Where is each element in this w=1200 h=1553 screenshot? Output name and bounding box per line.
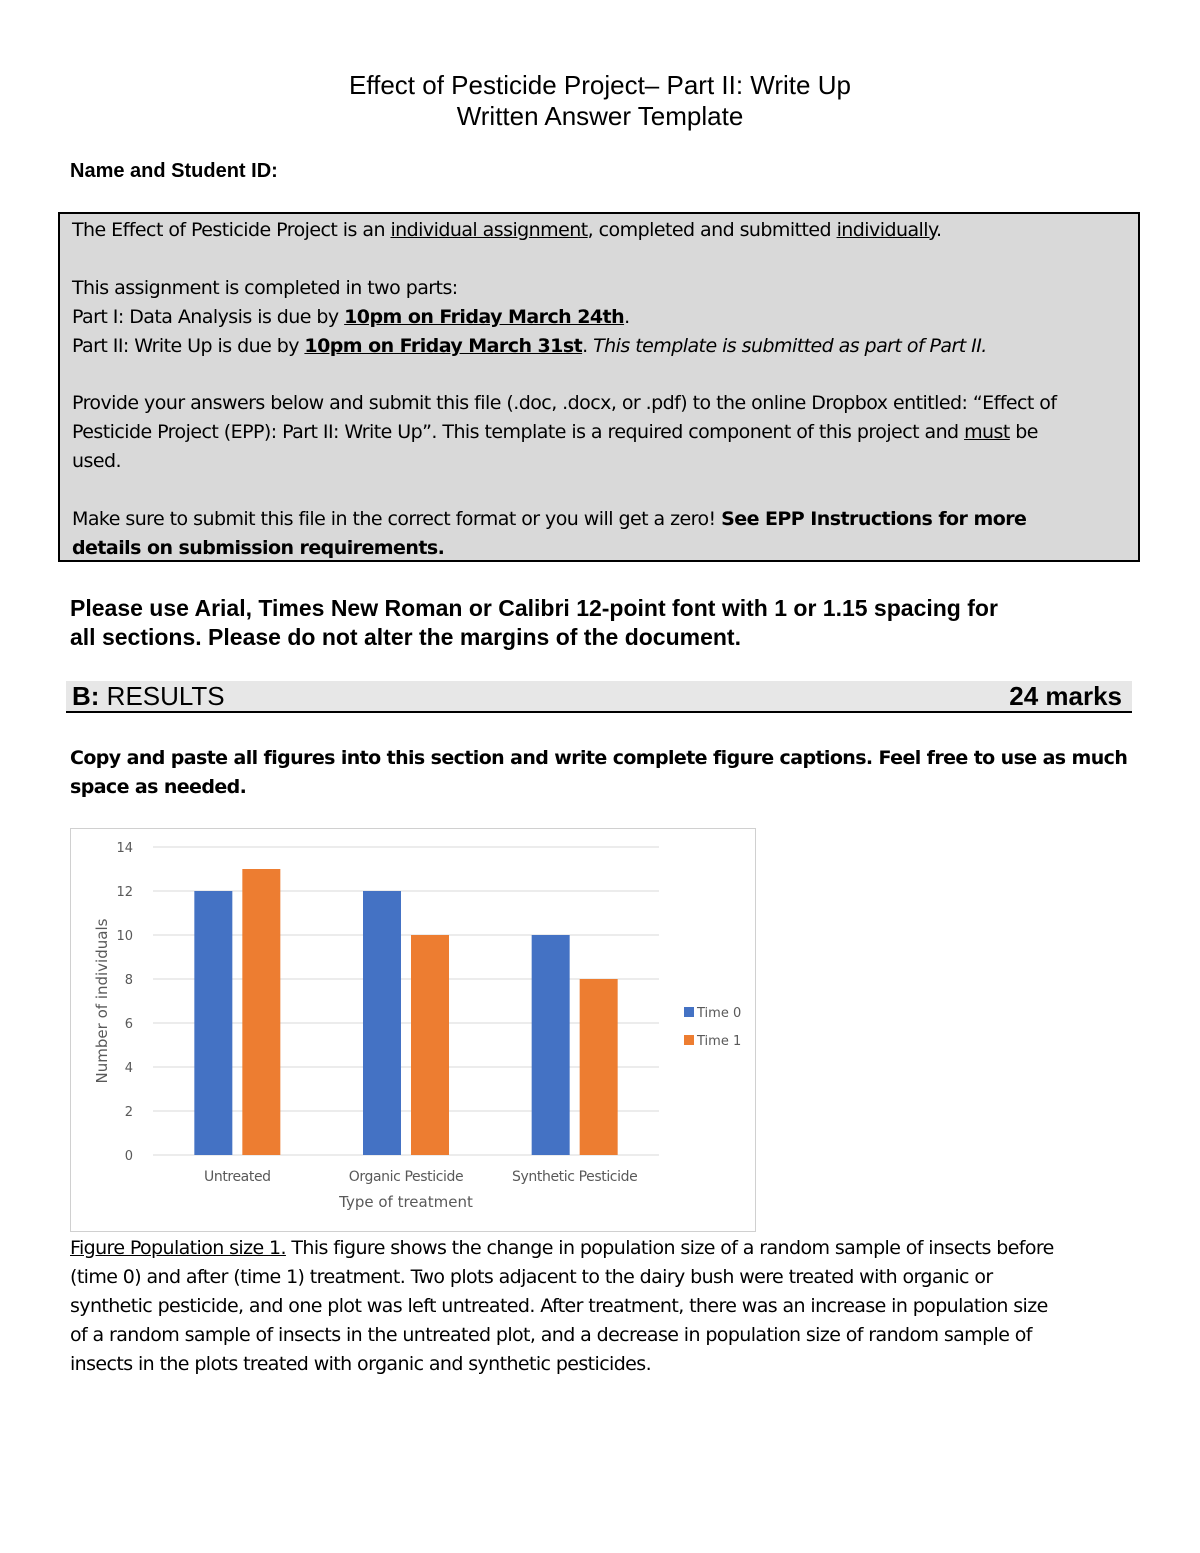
y-tick-label: 4 [124, 1061, 133, 1076]
bar-time-1-synthetic-pesticide [580, 979, 618, 1155]
part1-deadline: 10pm on Friday March 24th [344, 306, 625, 328]
notice-line-3: Part I: Data Analysis is due by 10pm on Friday March 24th. [72, 306, 630, 328]
x-tick-label: Organic Pesticide [348, 1169, 464, 1185]
document-title: Effect of Pesticide Project– Part II: Write Up [349, 70, 851, 100]
y-tick-label: 6 [124, 1017, 133, 1032]
document-subtitle: Written Answer Template [456, 101, 744, 131]
y-tick-label: 8 [124, 973, 133, 988]
notice-line-8: Make sure to submit this file in the correct format or you will get a zero! See EPP Instructions for more [72, 508, 1027, 530]
bar-time-1-organic-pesticide [411, 935, 449, 1155]
section-title: B: RESULTS [72, 681, 225, 711]
formatting-instructions: Please use Arial, Times New Roman or Calibri 12-point font with 1 or 1.15 spacing for all sections. Please do not alter the margins of the document. [70, 595, 998, 650]
notice-line-7: used. [72, 450, 121, 472]
y-axis-title: Number of individuals [93, 918, 111, 1084]
chart-frame [70, 828, 756, 1232]
legend-label: Time 0 [697, 1006, 742, 1021]
y-tick-label: 10 [116, 929, 133, 944]
legend-label: Time 1 [697, 1034, 742, 1049]
figure-label: Figure Population size 1. [70, 1237, 286, 1259]
notice-line-9: details on submission requirements. [72, 537, 445, 559]
section-marks: 24 marks [1009, 681, 1122, 711]
y-tick-label: 14 [116, 841, 133, 856]
section-instructions: Copy and paste all figures into this section and write complete figure captions. Feel free to use as much space as needed. [70, 747, 1128, 798]
bar-time-0-untreated [194, 891, 232, 1155]
x-tick-label: Synthetic Pesticide [512, 1169, 638, 1185]
legend-swatch [684, 1007, 694, 1017]
bar-chart [71, 829, 755, 1231]
notice-line-4: Part II: Write Up is due by 10pm on Friday March 31st. This template is submitted as part of Part II. [72, 335, 987, 357]
must-text: must [964, 421, 1010, 443]
y-tick-label: 12 [116, 885, 133, 900]
x-tick-label: Untreated [204, 1169, 271, 1185]
section-header [66, 681, 1132, 713]
notice-line-2: This assignment is completed in two parts: [72, 277, 458, 299]
y-tick-label: 0 [124, 1149, 133, 1164]
bar-time-0-organic-pesticide [363, 891, 401, 1155]
bar-time-0-synthetic-pesticide [532, 935, 570, 1155]
assignment-notice-box [58, 212, 1140, 562]
part2-deadline: 10pm on Friday March 31st [304, 335, 583, 357]
figure-caption: Figure Population size 1. This figure shows the change in population size of a random sample of insects before (time 0) and after (time 1) treatment. Two plots adjacent to the dairy bush were treated with organic or synthetic pesticide, and one plot was left untreated. After treatment, there was an increase in population size of a random sample of insects in the untreated plot, and a decrease in population size of random sample of insects in the plots treated with organic and synthetic pesticides. [70, 1237, 1054, 1375]
x-axis-title: Type of treatment [339, 1193, 473, 1211]
notice-line-1: The Effect of Pesticide Project is an individual assignment, completed and submitted individually. [72, 219, 942, 241]
notice-line-5: Provide your answers below and submit this file (.doc, .docx, or .pdf) to the online Dropbox entitled: “Effect of [72, 392, 1057, 414]
y-tick-label: 2 [124, 1105, 133, 1120]
legend-swatch [684, 1035, 694, 1045]
individually-text: individually [836, 219, 936, 241]
individual-assignment-text: individual assignment [390, 219, 588, 241]
bar-time-1-untreated [242, 869, 280, 1155]
notice-line-6: Pesticide Project (EPP): Part II: Write Up”. This template is a required component of this project and must be [72, 421, 1038, 443]
name-student-id-label: Name and Student ID: [70, 160, 278, 182]
